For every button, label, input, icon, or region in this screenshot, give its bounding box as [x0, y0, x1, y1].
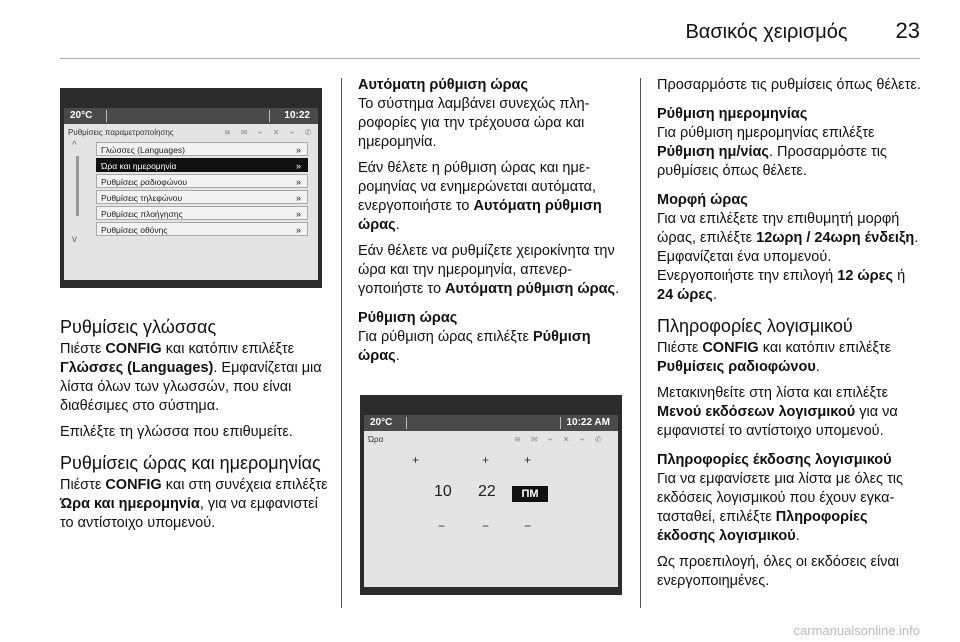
time-setting-screenshot	[360, 395, 622, 595]
clock: 10:22	[284, 110, 310, 121]
temperature: 20°C	[370, 417, 393, 428]
heading-version-info: Πληροφορίες έκδοσης λογισμικού	[657, 452, 892, 468]
menu-item[interactable]	[96, 190, 308, 204]
status-separator	[269, 110, 270, 122]
paragraph: Πιέστε CONFIG και στη συνέχεια επιλέξτε Ώρα και ημερομηνία, για να εμφανιστεί το αντίστοιχο υπομενού.	[60, 477, 328, 531]
menu-item[interactable]	[96, 206, 308, 220]
ampm-plus-button[interactable]: +	[524, 453, 532, 467]
menu-item-label: Γλώσσες (Languages)	[101, 145, 185, 155]
status-icons: ≋ ✉ ⌁ ✕ ⌁ ✆	[224, 128, 316, 137]
screen-title: Ρυθμίσεις παραμετροποίησης	[68, 128, 174, 137]
menu-item[interactable]	[96, 222, 308, 236]
status-separator	[406, 417, 407, 429]
config-key: CONFIG	[105, 477, 162, 493]
menu-item-label: Ρυθμίσεις οθόνης	[101, 225, 168, 235]
chevron-right-icon: »	[295, 225, 301, 235]
heading-auto-time: Αυτόματη ρύθμιση ώρας	[358, 77, 529, 93]
paragraph: Για ρύθμιση ώρας επιλέξτε Ρύθμιση ώρας.	[358, 329, 591, 364]
menu-item-label: Ρυθμίσεις ραδιοφώνου	[101, 177, 188, 187]
menu-item-label: Ρυθμίσεις πλοήγησης	[101, 209, 183, 219]
minute-minus-button[interactable]: −	[482, 519, 490, 533]
column-2	[358, 76, 630, 373]
hour-value[interactable]: 10	[434, 483, 452, 500]
scrollbar[interactable]	[76, 156, 79, 216]
paragraph: Πιέστε CONFIG και κατόπιν επιλέξτε Ρυθμίσεις ραδιοφώνου.	[657, 340, 892, 375]
config-menu-screenshot	[60, 88, 322, 288]
screen-panel	[64, 108, 318, 280]
status-bar	[64, 108, 318, 124]
heading-time-date-settings: Ρυθμίσεις ώρας και ημερομηνίας	[60, 453, 321, 473]
scroll-down-icon[interactable]: v	[72, 234, 77, 245]
column-3	[657, 76, 925, 598]
heading-time-format: Μορφή ώρας	[657, 192, 748, 208]
header-rule	[60, 58, 920, 59]
paragraph: Ως προεπιλογή, όλες οι εκδόσεις είναι ενεργοποιημένες.	[657, 554, 900, 589]
menu-item-label: Ρυθμίσεις τηλεφώνου	[101, 193, 183, 203]
minute-value[interactable]: 22	[478, 483, 496, 500]
clock: 10:22 AM	[566, 417, 610, 428]
page-header	[685, 18, 920, 44]
paragraph: Μετακινηθείτε στη λίστα και επιλέξτε Μενού εκδόσεων λογισμικού για να εμφανιστεί το αντίστοιχο υπομενού.	[657, 385, 898, 439]
minute-plus-button[interactable]: +	[482, 453, 490, 467]
temperature: 20°C	[70, 110, 93, 121]
paragraph: Το σύστημα λαμβάνει συνεχώς πληροφορίες για την τρέχουσα ώρα και ημερομηνία.	[358, 96, 590, 150]
column-divider-2	[640, 78, 641, 608]
menu-ref: Ώρα και ημερομηνία	[60, 496, 200, 512]
menu-item[interactable]	[96, 142, 308, 156]
column-divider-1	[341, 78, 342, 608]
header-title: Βασικός χειρισμός	[685, 21, 848, 43]
screen-title: Ώρα	[368, 435, 384, 444]
menu-ref: Γλώσσες (Languages)	[60, 360, 214, 376]
paragraph: Για να εμφανίσετε μια λίστα με όλες τις εκδόσεις λογισμικού που έχουν εγκατασταθεί, επιλέξτε Πληροφορίες έκδοσης λογισμικού.	[657, 471, 904, 544]
heading-software-info: Πληροφορίες λογισμικού	[657, 316, 853, 336]
ampm-value[interactable]: ΠΜ	[512, 486, 548, 502]
config-key: CONFIG	[105, 341, 162, 357]
hour-minus-button[interactable]: −	[438, 519, 446, 533]
paragraph: Εάν θέλετε η ρύθμιση ώρας και ημερομηνίας να ενημερώνεται αυτόματα, ενεργοποιήστε το Αυτόματη ρύθμιση ώρας.	[358, 160, 602, 233]
paragraph: Επιλέξτε τη γλώσσα που επιθυμείτε.	[60, 424, 293, 440]
hour-plus-button[interactable]: +	[412, 453, 420, 467]
menu-item[interactable]	[96, 158, 308, 172]
heading-language-settings: Ρυθμίσεις γλώσσας	[60, 317, 217, 337]
paragraph: Για να επιλέξετε την επιθυμητή μορφή ώρας, επιλέξτε 12ωρη / 24ωρη ένδειξη. Εμφανίζεται ένα υπομενού. Ενεργοποιήστε την επιλογή 12 ώρες ή 24 ώρες.	[657, 211, 919, 303]
paragraph: Εάν θέλετε να ρυθμίζετε χειροκίνητα την ώρα και την ημερομηνία, απενεργοποιήστε το Αυτόματη ρύθμιση ώρας.	[358, 243, 620, 297]
chevron-right-icon: »	[295, 209, 301, 219]
status-bar	[364, 415, 618, 431]
chevron-right-icon: »	[295, 177, 301, 187]
heading-date-setting: Ρύθμιση ημερομηνίας	[657, 106, 808, 122]
paragraph: Προσαρμόστε τις ρυθμίσεις όπως θέλετε.	[657, 77, 921, 93]
status-separator	[106, 110, 107, 122]
menu-item-label: Ώρα και ημερομηνία	[101, 161, 177, 171]
chevron-right-icon: »	[295, 161, 301, 171]
column-1	[60, 306, 330, 540]
chevron-right-icon: »	[295, 193, 301, 203]
status-icons: ≋ ✉ ⌁ ✕ ⌁ ✆	[514, 435, 606, 444]
scroll-up-icon[interactable]: ^	[72, 140, 77, 151]
status-separator	[560, 417, 561, 429]
paragraph: Πιέστε CONFIG και κατόπιν επιλέξτε Γλώσσες (Languages). Εμφανίζεται μια λίστα όλων των γλωσσών, που είναι διαθέσιμες στο σύστημα.	[60, 341, 322, 414]
watermark: carmanualsonline.info	[793, 623, 920, 638]
menu-item[interactable]	[96, 174, 308, 188]
paragraph: Για ρύθμιση ημερομηνίας επιλέξτε Ρύθμιση ημ/νίας. Προσαρμόστε τις ρυθμίσεις όπως θέλετε.	[657, 125, 887, 179]
chevron-right-icon: »	[295, 145, 301, 155]
page-number: 23	[895, 18, 920, 43]
heading-set-time: Ρύθμιση ώρας	[358, 310, 458, 326]
ampm-minus-button[interactable]: −	[524, 519, 532, 533]
screen-panel	[364, 415, 618, 587]
